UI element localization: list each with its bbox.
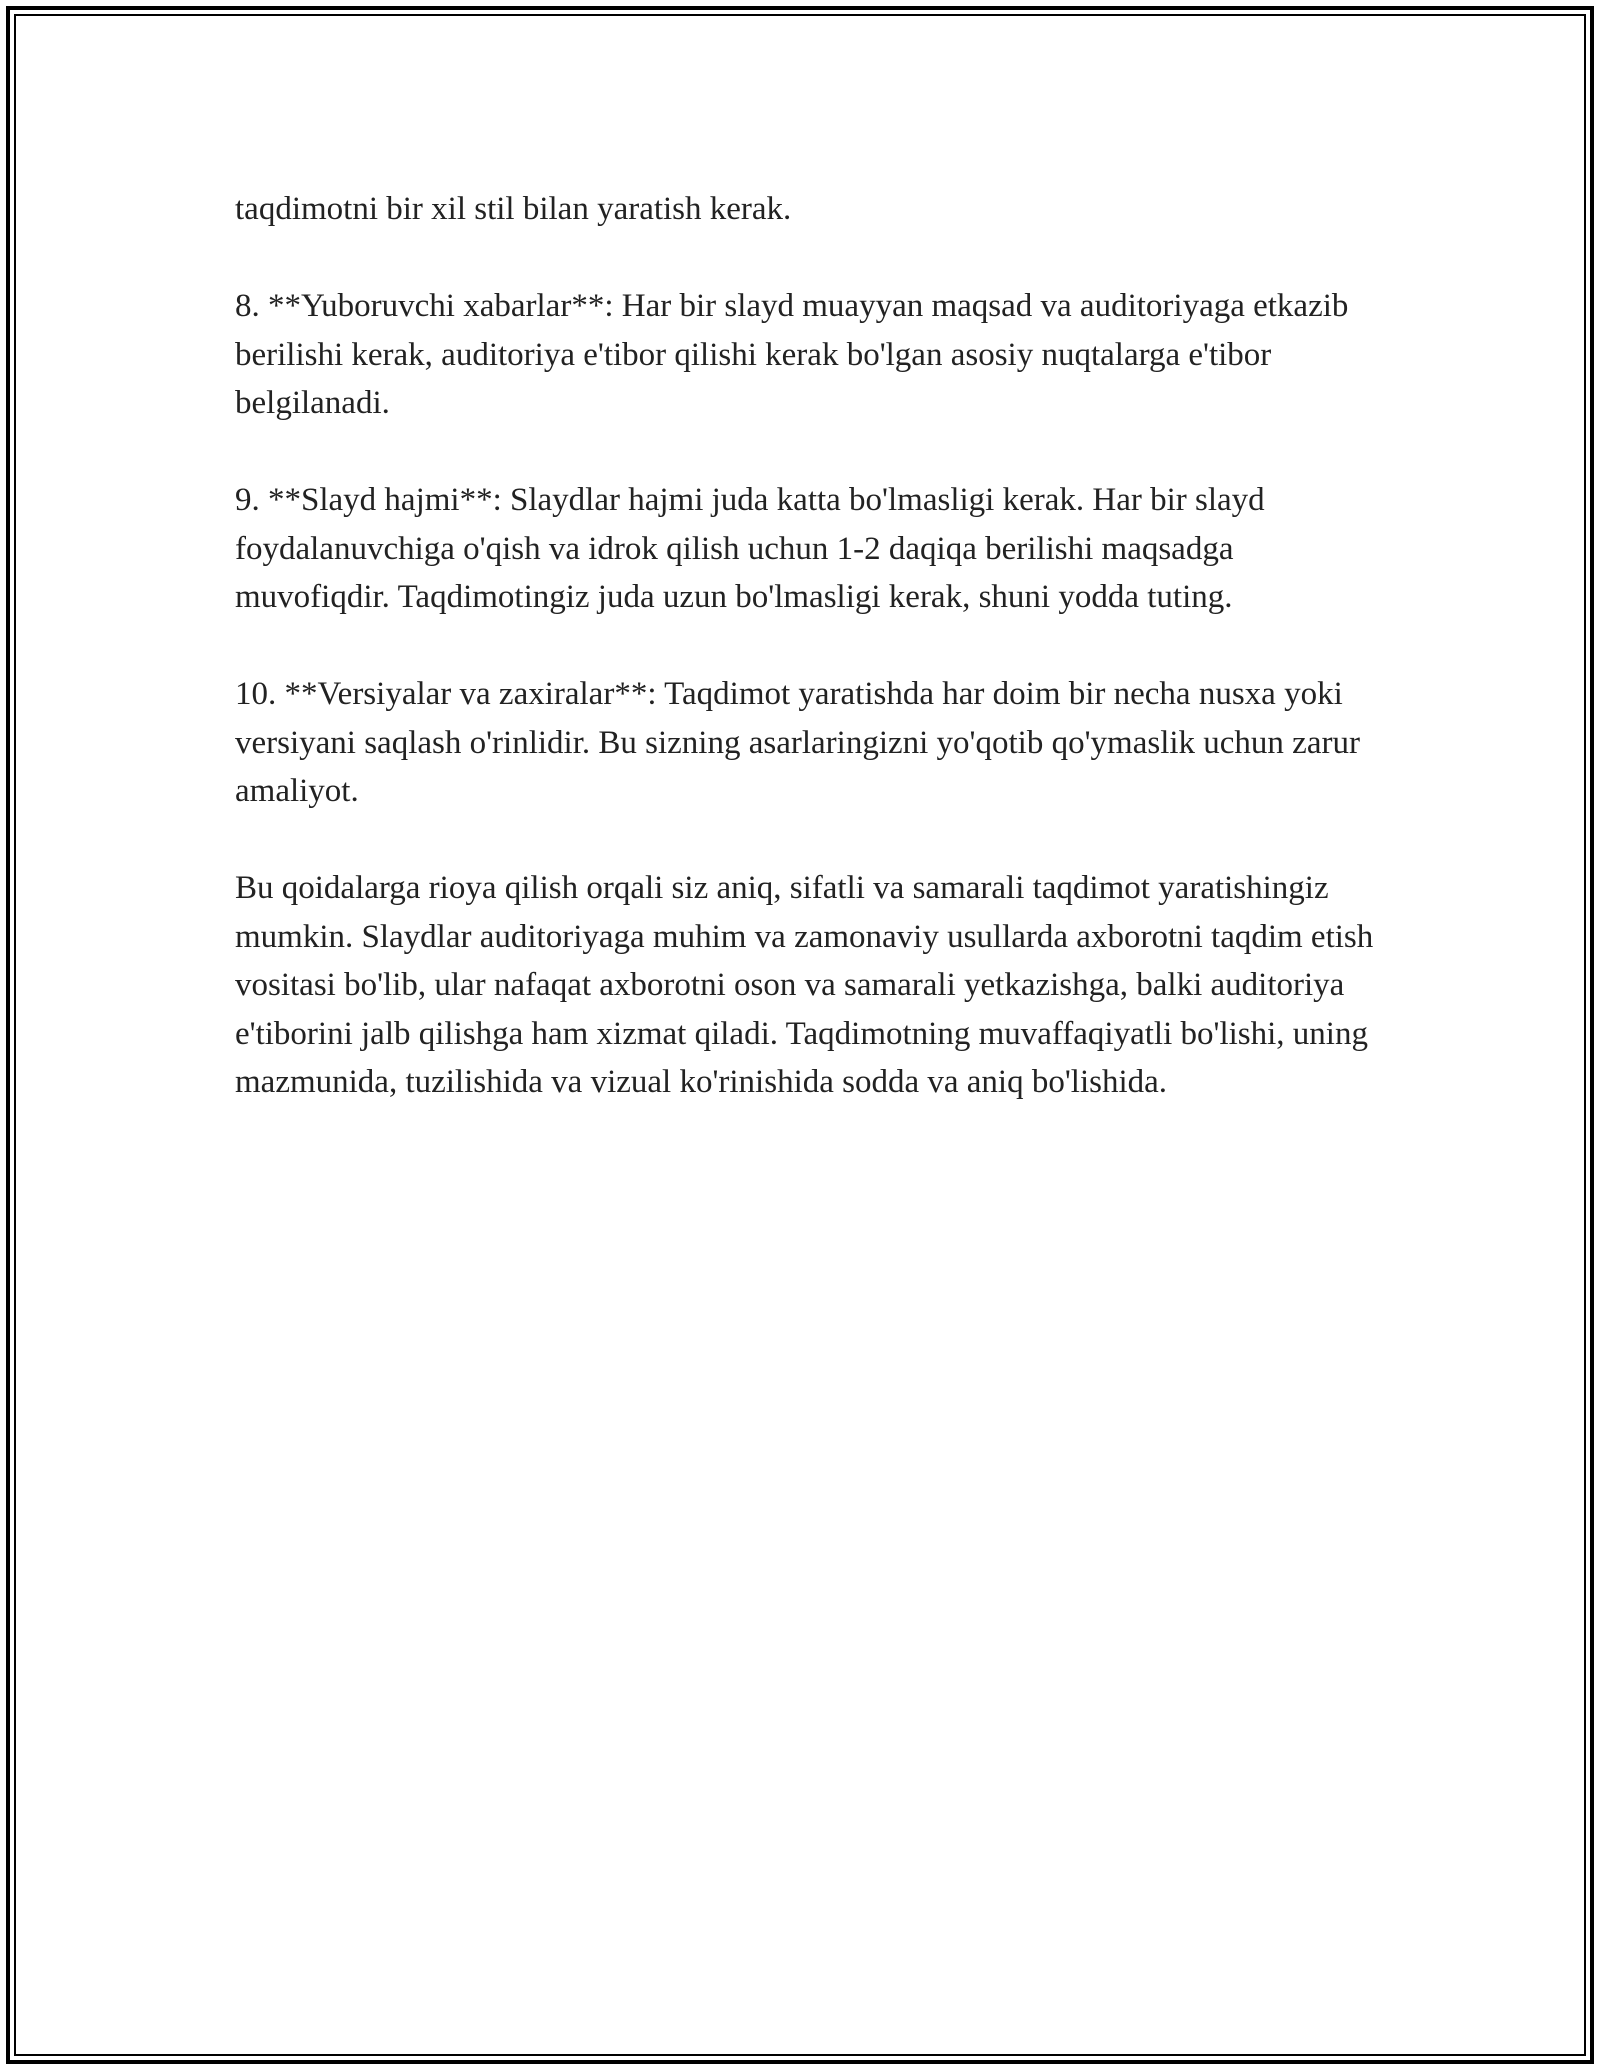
paragraph-item-9: 9. **Slayd hajmi**: Slaydlar hajmi juda katta bo'lmasligi kerak. Har bir slayd foydalanuvchiga o'qish va idrok qilish uchun 1-2 daqiqa berilishi maqsadga muvofiqdir. Taqdimotingiz juda uzun bo'lmasligi kerak, shuni yodda tuting.	[235, 482, 1265, 615]
document-body	[235, 185, 1375, 1155]
paragraph-item-8: 8. **Yuboruvchi xabarlar**: Har bir slayd muayyan maqsad va auditoriyaga etkazib berilishi kerak, auditoriya e'tibor qilishi kerak bo'lgan asosiy nuqtalarga e'tibor belgilanadi.	[235, 288, 1349, 421]
paragraph-item-10: 10. **Versiyalar va zaxiralar**: Taqdimot yaratishda har doim bir necha nusxa yoki versiyani saqlash o'rinlidir. Bu sizning asarlaringizni yo'qotib qo'ymaslik uchun zarur amaliyot.	[235, 676, 1360, 809]
paragraph-continuation: taqdimotni bir xil stil bilan yaratish kerak.	[235, 191, 792, 227]
paragraph-conclusion: Bu qoidalarga rioya qilish orqali siz aniq, sifatli va samarali taqdimot yaratishingiz mumkin. Slaydlar auditoriyaga muhim va zamonaviy usullarda axborotni taqdim etish vositasi bo'lib, ular nafaqat axborotni oson va samarali yetkazishga, balki auditoriya e'tiborini jalb qilishga ham xizmat qiladi. Taqdimotning muvaffaqiyatli bo'lishi, uning mazmunida, tuzilishida va vizual ko'rinishida sodda va aniq bo'lishida.	[235, 870, 1374, 1100]
